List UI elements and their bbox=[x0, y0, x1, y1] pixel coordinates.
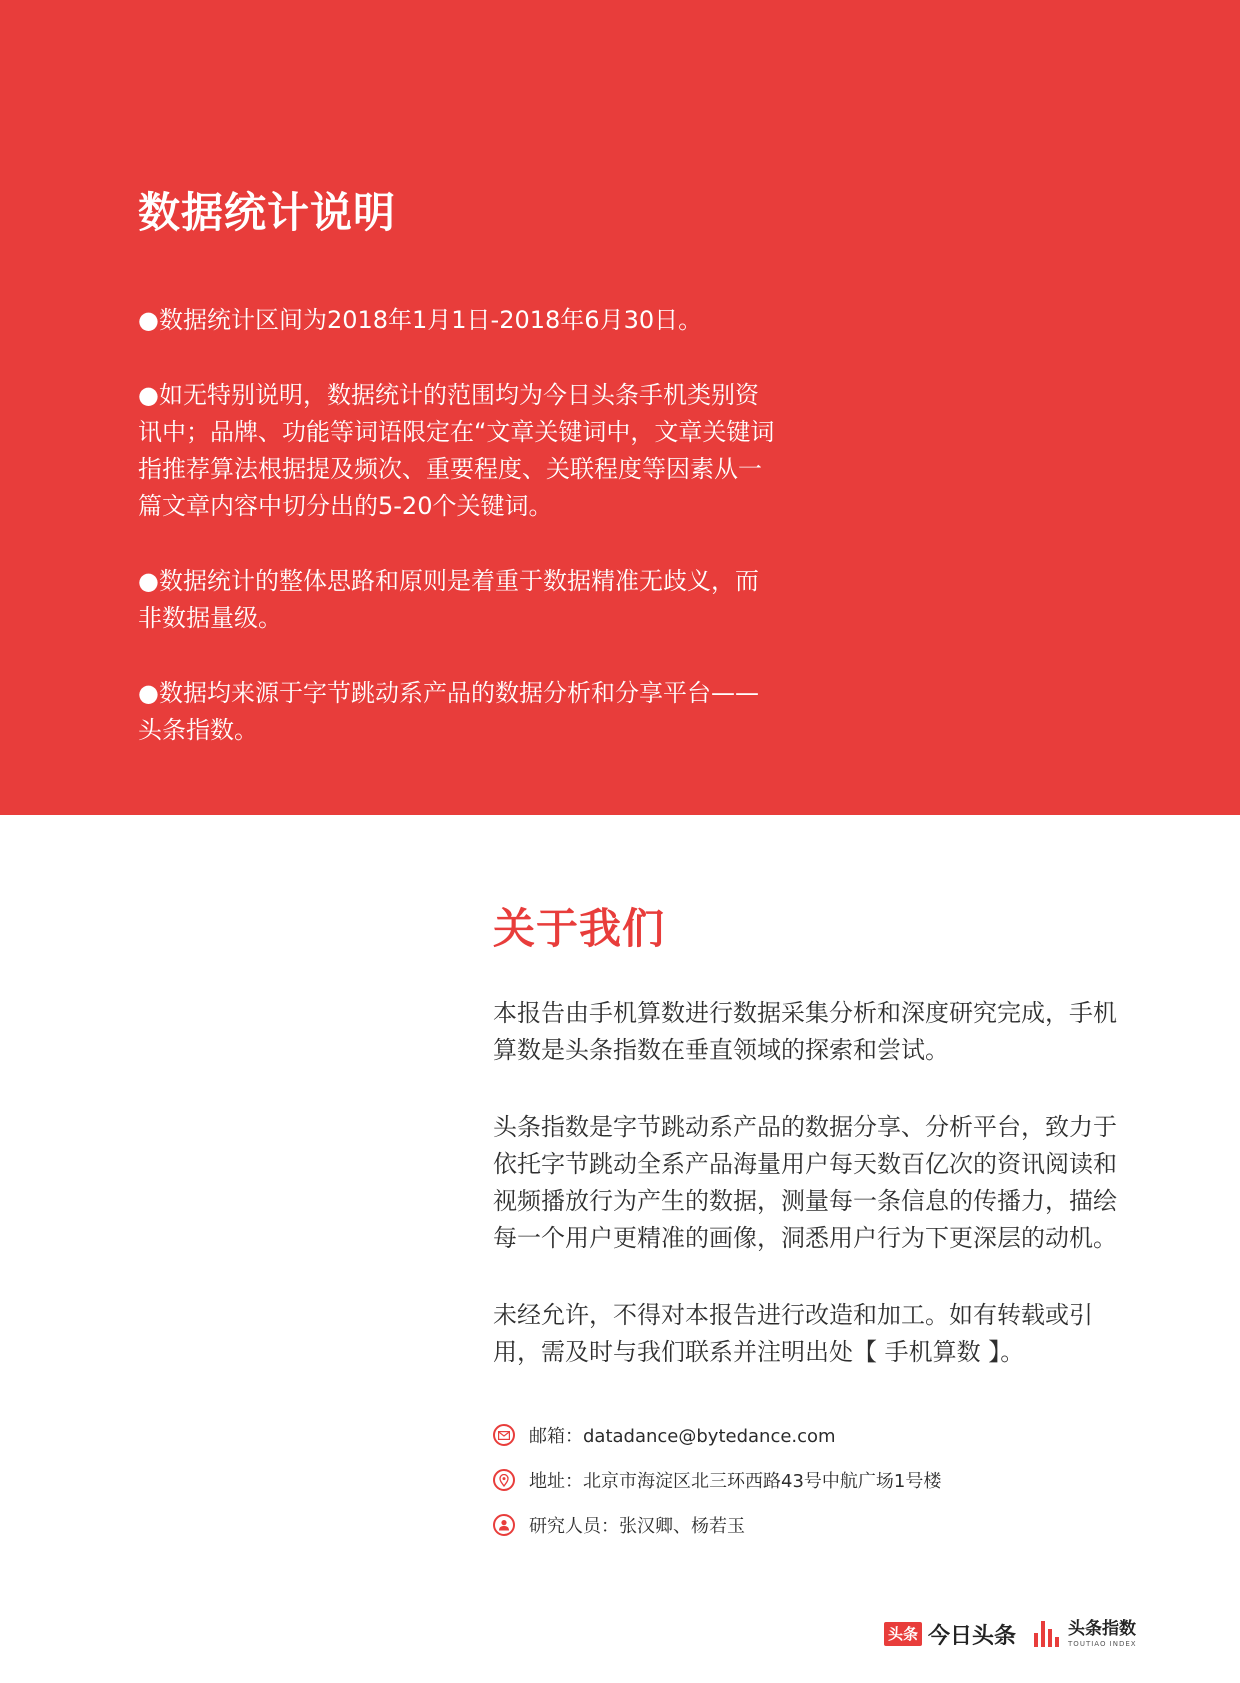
mail-icon bbox=[493, 1424, 515, 1446]
stats-note: ●如无特别说明，数据统计的范围均为今日头条手机类别资讯中；品牌、功能等词语限定在“文章关键词中，文章关键词指推荐算法根据提及频次、重要程度、关联程度等因素从一篇文章内容中切分出的5-20个关键词。 bbox=[138, 381, 775, 520]
contact-email bbox=[493, 1423, 1133, 1447]
toutiao-name-logo: 今日头条 bbox=[928, 1623, 1017, 1649]
stats-note: ●数据统计区间为2018年1月1日-2018年6月30日。 bbox=[138, 306, 703, 334]
location-pin-icon bbox=[493, 1469, 515, 1491]
index-bars-icon bbox=[1034, 1621, 1062, 1647]
person-icon bbox=[493, 1514, 515, 1536]
stats-title: 数据统计说明 bbox=[138, 188, 397, 237]
index-en-name: TOUTIAO INDEX bbox=[1068, 1639, 1137, 1648]
stats-note: ●数据统计的整体思路和原则是着重于数据精准无歧义，而非数据量级。 bbox=[138, 567, 759, 632]
about-paragraph: 头条指数是字节跳动系产品的数据分享、分析平台，致力于依托字节跳动全系产品海量用户每天数百亿次的资讯阅读和视频播放行为产生的数据，测量每一条信息的传播力，描绘每一个用户更精准的画像，洞悉用户行为下更深层的动机。 bbox=[493, 1113, 1117, 1252]
about-paragraph: 本报告由手机算数进行数据采集分析和深度研究完成，手机算数是头条指数在垂直领域的探索和尝试。 bbox=[493, 999, 1117, 1064]
toutiao-badge-logo: 头条 bbox=[884, 1622, 922, 1646]
stats-note: ●数据均来源于字节跳动系产品的数据分析和分享平台——头条指数。 bbox=[138, 679, 759, 744]
about-body bbox=[493, 995, 1127, 1411]
toutiao-index-logo bbox=[1034, 1618, 1137, 1648]
contact-address bbox=[493, 1468, 1133, 1492]
footer-logos bbox=[884, 1618, 1137, 1650]
researchers-text: 研究人员：张汉卿、杨若玉 bbox=[529, 1516, 745, 1537]
about-paragraph: 未经允许，不得对本报告进行改造和加工。如有转载或引用，需及时与我们联系并注明出处【 手机算数 】。 bbox=[493, 1301, 1093, 1366]
stats-notes bbox=[138, 302, 778, 787]
address-text: 地址：北京市海淀区北三环西路43号中航广场1号楼 bbox=[529, 1471, 942, 1492]
email-text[interactable]: 邮箱：datadance@bytedance.com bbox=[529, 1426, 836, 1447]
index-name: 头条指数 bbox=[1068, 1618, 1137, 1639]
contact-researchers bbox=[493, 1513, 1133, 1537]
about-title: 关于我们 bbox=[493, 904, 666, 953]
contact-list bbox=[493, 1423, 1133, 1558]
